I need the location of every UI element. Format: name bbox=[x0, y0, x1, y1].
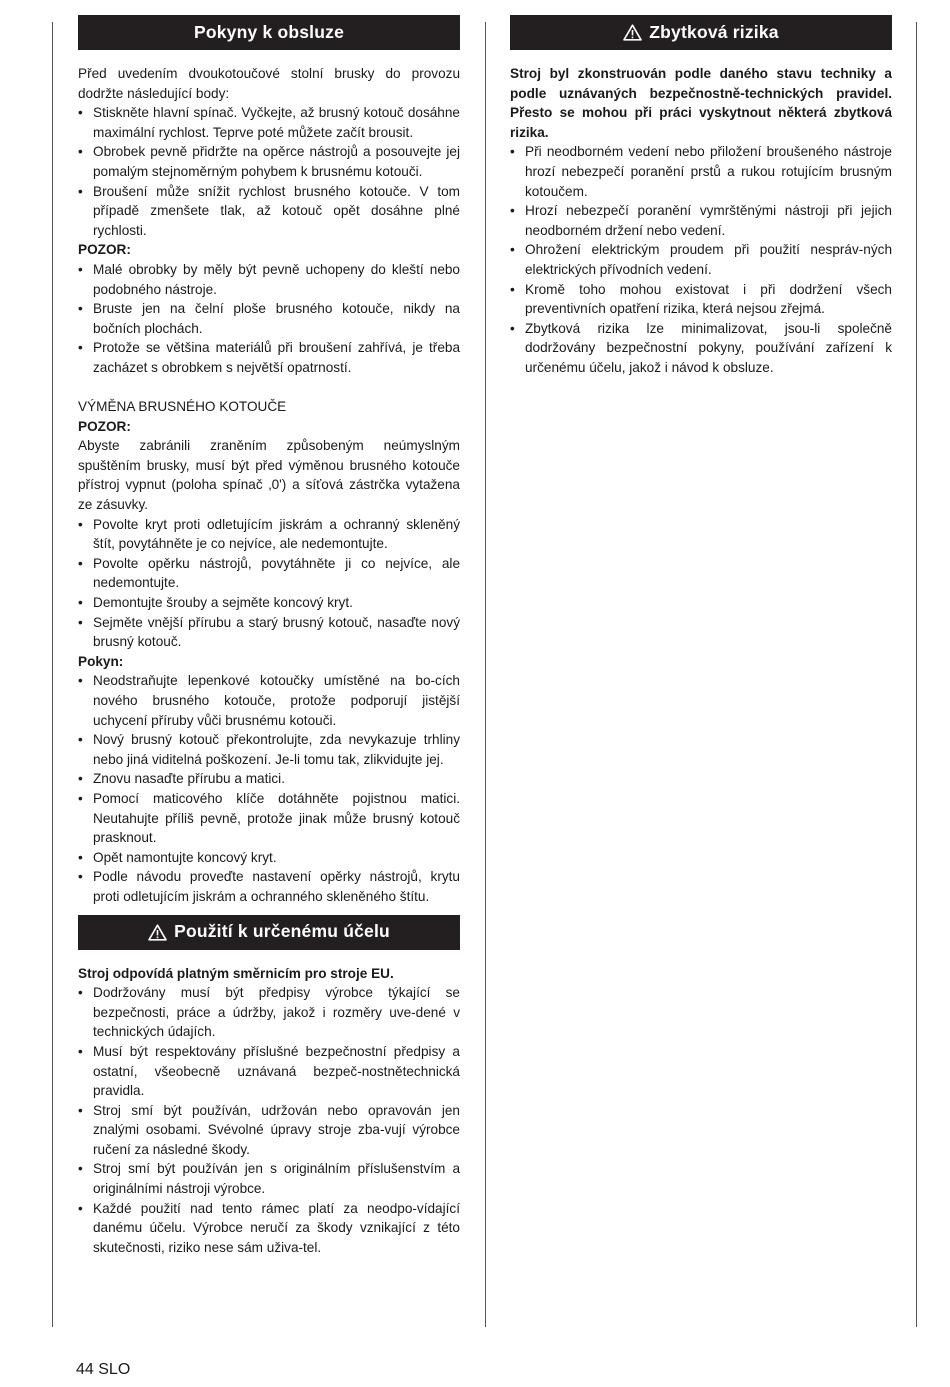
list-item-text: Demontujte šrouby a sejměte koncový kryt. bbox=[93, 595, 353, 611]
list-item-text: Stroj smí být používán jen s originálním příslušenstvím a originálními nástroji výrobce. bbox=[93, 1161, 460, 1197]
list-item bbox=[78, 142, 460, 181]
residual-risks-body bbox=[510, 64, 892, 378]
intended-use-list bbox=[78, 983, 460, 1257]
list-item-text: Protože se většina materiálů při broušení zahřívá, je třeba zacházet s obrobkem s největší opatrností. bbox=[93, 340, 460, 375]
bullet: • bbox=[78, 555, 83, 571]
list-item-text: Malé obrobky by měly být pevně uchopeny do kleští nebo podobného nástroje. bbox=[93, 261, 460, 297]
list-item-text: Bruste jen na čelní ploše brusného kotouče, nikdy na bočních plochách. bbox=[93, 301, 460, 336]
list-item bbox=[78, 554, 460, 593]
list-item-text: Stroj smí být používán, udržován nebo opravován jen znalými osobami. Svévolné úpravy stroje zba-vují výrobce ručení za následné škody. bbox=[93, 1102, 460, 1157]
bullet: • bbox=[78, 790, 83, 806]
list-item bbox=[78, 260, 460, 299]
list-item bbox=[78, 789, 460, 848]
left-column bbox=[78, 15, 460, 1257]
bullet: • bbox=[78, 869, 83, 885]
bullet: • bbox=[78, 614, 83, 630]
list-item-text: Nový brusný kotouč překontrolujte, zda nevykazuje trhliny nebo jiná viditelná poškození. Je-li tomu tak, zlikvidujte jej. bbox=[93, 732, 460, 767]
list-item bbox=[78, 769, 460, 789]
list-item-text: Dodržovány musí být předpisy výrobce týkající se bezpečnosti, práce a údržby, jakož i rozměry uve-dené v technických údajích. bbox=[93, 985, 460, 1040]
wheel-replacement-section bbox=[78, 397, 460, 906]
list-item bbox=[78, 1042, 460, 1101]
note-label: Pokyn: bbox=[78, 653, 124, 669]
list-item bbox=[78, 515, 460, 554]
list-item-text: Podle návodu proveďte nastavení opěrky nástrojů, krytu proti odletujícím jiskrám a ochranného skleněného štítu. bbox=[93, 869, 460, 904]
bullet: • bbox=[78, 301, 83, 317]
warning-triangle-icon bbox=[148, 924, 167, 941]
residual-risks-lead: Stroj byl zkonstruován podle daného stavu techniky a podle uznávaných bezpečnostně-technických pravidel. Přesto se mohou při práci vyskytnout některá zbytková rizika. bbox=[510, 66, 892, 140]
replacement-steps-list bbox=[78, 515, 460, 652]
intended-use-lead: Stroj odpovídá platným směrnicím pro stroje EU. bbox=[78, 965, 394, 981]
bullet: • bbox=[78, 771, 83, 787]
list-item-text: Každé použití nad tento rámec platí za neodpo-vídající danému účelu. Výrobce neručí za škody vznikající z této skutečnosti, riziko nese sám uživa-tel. bbox=[93, 1200, 460, 1255]
list-item bbox=[510, 142, 892, 201]
column-divider-rule bbox=[485, 22, 486, 1327]
section-header-residual-risks bbox=[510, 15, 892, 50]
list-item-text: Stiskněte hlavní spínač. Vyčkejte, až brusný kotouč dosáhne maximální rychlost. Teprve poté můžete začít brousit. bbox=[93, 105, 460, 140]
section-title: Použití k určenému účelu bbox=[174, 921, 390, 942]
bullet: • bbox=[78, 673, 83, 689]
bullet: • bbox=[78, 516, 83, 532]
operating-steps-list bbox=[78, 103, 460, 240]
bullet: • bbox=[510, 144, 515, 160]
bullet: • bbox=[78, 1200, 83, 1216]
section-title: Pokyny k obsluze bbox=[193, 21, 345, 42]
operating-instructions-body bbox=[78, 64, 460, 378]
bullet: • bbox=[78, 261, 83, 277]
bullet: • bbox=[78, 849, 83, 865]
list-item bbox=[510, 280, 892, 319]
bullet: • bbox=[78, 595, 83, 611]
page-number: 44 SLO bbox=[76, 1361, 131, 1378]
warning-triangle-icon bbox=[623, 24, 642, 41]
section-header-intended-use bbox=[78, 915, 460, 950]
left-margin-rule bbox=[52, 22, 53, 1327]
list-item bbox=[78, 299, 460, 338]
bullet: • bbox=[78, 144, 83, 160]
bullet: • bbox=[510, 281, 515, 297]
residual-risks-list bbox=[510, 142, 892, 377]
bullet: • bbox=[78, 1161, 83, 1177]
list-item bbox=[78, 338, 460, 377]
bullet: • bbox=[78, 105, 83, 121]
bullet: • bbox=[510, 203, 515, 219]
list-item bbox=[78, 103, 460, 142]
bullet: • bbox=[78, 732, 83, 748]
replacement-caution-label: POZOR: bbox=[78, 418, 131, 434]
list-item bbox=[510, 319, 892, 378]
list-item bbox=[78, 730, 460, 769]
list-item bbox=[78, 848, 460, 868]
list-item-text: Kromě toho mohou existovat i při dodržení všech preventivních opatření rizika, která nejsou zřejmá. bbox=[525, 281, 892, 317]
list-item-text: Hrozí nebezpečí poranění vymrštěnými nástroji při jejich neodborném držení nebo vedení. bbox=[525, 203, 892, 238]
bullet: • bbox=[78, 183, 83, 199]
intended-use-body bbox=[78, 964, 460, 1258]
list-item-text: Broušení může snížit rychlost brusného kotouče. V tom případě zmenšete tlak, až kotouč opět dosáhne plné rychlosti. bbox=[93, 183, 460, 238]
bullet: • bbox=[78, 1043, 83, 1059]
list-item-text: Pomocí maticového klíče dotáhněte pojistnou matici. Neutahujte příliš pevně, protože jinak může brusný kotouč prasknout. bbox=[93, 790, 460, 846]
list-item-text: Zbytková rizika lze minimalizovat, jsou-li společně dodržovány bezpečnostní pokyny, používání zařízení k určenému účelu, jakož i návod k obsluze. bbox=[525, 320, 892, 375]
list-item bbox=[78, 593, 460, 613]
caution-label: POZOR: bbox=[78, 242, 131, 258]
list-item-text: Neodstraňujte lepenkové kotoučky umístěné na bo-cích nového brusného kotouče, protože podporují jistější uchycení příruby vůči brusnému kotouči. bbox=[93, 673, 460, 728]
caution-list bbox=[78, 260, 460, 378]
list-item-text: Povolte kryt proti odletujícím jiskrám a ochranný skleněný štít, povytáhněte je co nejvíce, ale nedemontujte. bbox=[93, 516, 460, 552]
list-item bbox=[78, 1199, 460, 1258]
list-item-text: Při neodborném vedení nebo přiložení broušeného nástroje hrozí nebezpečí poranění prstů a rukou rotujícím brusným kotoučem. bbox=[525, 144, 892, 199]
list-item-text: Povolte opěrku nástrojů, povytáhněte ji co nejvíce, ale nedemontujte. bbox=[93, 555, 460, 591]
replacement-paragraph: Abyste zabránili zraněním způsobeným neúmyslným spuštěním brusky, musí být před výměnou brusného kotouče přístroj vypnut (poloha spínač ‚0') a síťová zástrčka vytažena ze zásuvky. bbox=[78, 438, 460, 513]
bullet: • bbox=[78, 340, 83, 356]
list-item bbox=[78, 983, 460, 1042]
list-item bbox=[78, 671, 460, 730]
right-margin-rule bbox=[916, 22, 917, 1327]
bullet: • bbox=[510, 242, 515, 258]
note-list bbox=[78, 671, 460, 906]
wheel-replacement-heading: VÝMĚNA BRUSNÉHO KOTOUČE bbox=[78, 399, 287, 415]
section-header-operating-instructions bbox=[78, 15, 460, 50]
list-item bbox=[78, 867, 460, 906]
list-item bbox=[510, 240, 892, 279]
bullet: • bbox=[78, 985, 83, 1001]
list-item-text: Ohrožení elektrickým proudem při použití nespráv-ných elektrických přívodních vedení. bbox=[525, 242, 892, 277]
list-item-text: Musí být respektovány příslušné bezpečnostní předpisy a ostatní, všeobecně uznávaná bezpeč-nostnětechnická pravidla. bbox=[93, 1043, 460, 1099]
list-item bbox=[78, 613, 460, 652]
list-item bbox=[78, 1101, 460, 1160]
bullet: • bbox=[78, 1102, 83, 1118]
list-item-text: Znovu nasaďte přírubu a matici. bbox=[93, 771, 285, 787]
list-item bbox=[78, 1159, 460, 1198]
list-item-text: Obrobek pevně přidržte na opěrce nástrojů a posouvejte jej pomalým stejnoměrným pohybem k brusnému kotouči. bbox=[93, 144, 460, 179]
intro-paragraph: Před uvedením dvoukotoučové stolní brusky do provozu dodržte následující body: bbox=[78, 66, 460, 101]
section-title: Zbytková rizika bbox=[649, 21, 779, 42]
bullet: • bbox=[510, 320, 515, 336]
list-item-text: Sejměte vnější přírubu a starý brusný kotouč, nasaďte nový brusný kotouč. bbox=[93, 614, 460, 650]
list-item bbox=[78, 182, 460, 241]
right-column bbox=[510, 15, 892, 378]
list-item bbox=[510, 201, 892, 240]
list-item-text: Opět namontujte koncový kryt. bbox=[93, 849, 277, 865]
